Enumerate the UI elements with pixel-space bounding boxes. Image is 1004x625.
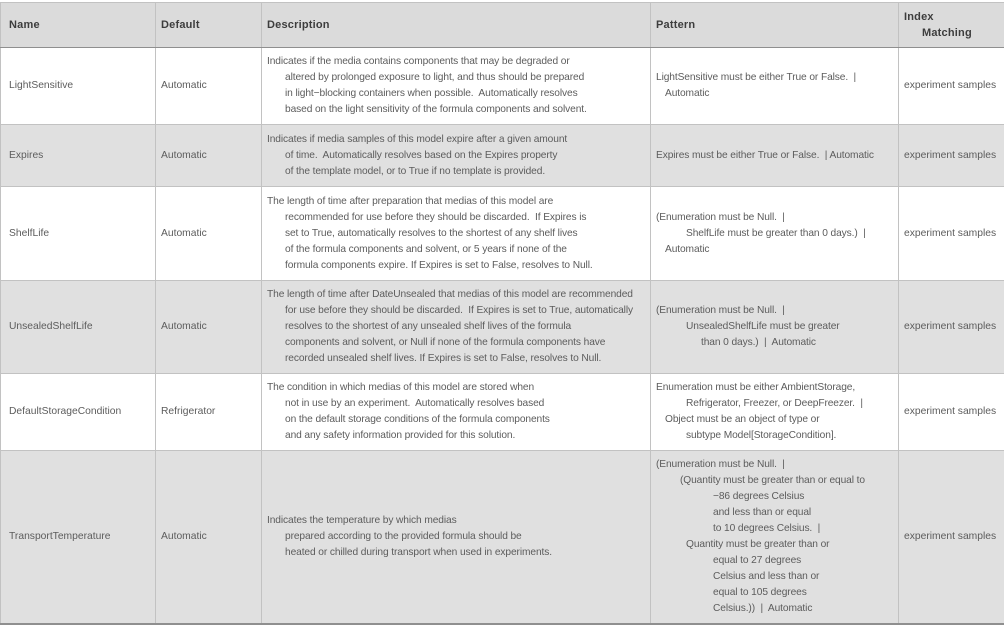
cell-default: Automatic (156, 48, 262, 125)
cell-default: Automatic (156, 187, 262, 281)
cell-description: The length of time after preparation that medias of this model are recommended for use before they should be discarded. If Expires is set to True, automatically resolves to the shortest of any shelf lives of the formula components and solvent, or 5 years if none of the formula components expire. If Expires is set to False, resolves to Null. (262, 187, 651, 281)
cell-default: Automatic (156, 281, 262, 374)
cell-name: Expires (1, 125, 156, 187)
cell-name: DefaultStorageCondition (1, 374, 156, 451)
cell-pattern: (Enumeration must be Null. | ShelfLife must be greater than 0 days.) | Automatic (651, 187, 899, 281)
cell-pattern: Expires must be either True or False. | Automatic (651, 125, 899, 187)
cell-pattern: Enumeration must be either AmbientStorage, Refrigerator, Freezer, or DeepFreezer. | Object must be an object of type or subtype Model[StorageCondition]. (651, 374, 899, 451)
cell-pattern: (Enumeration must be Null. | (Quantity must be greater than or equal to −86 degrees Celsius and less than or equal to 10 degrees Celsius. | Quantity must be greater than or equal to 27 degrees Celsius and less than or equal to 105 degrees Celsius.)) | Automatic (651, 451, 899, 625)
table-row (1, 187, 1004, 281)
table-row (1, 374, 1004, 451)
table-row (1, 281, 1004, 374)
cell-name: ShelfLife (1, 187, 156, 281)
cell-description: The condition in which medias of this model are stored when not in use by an experiment. Automatically resolves based on the default storage conditions of the formula components and any safety information provided for this solution. (262, 374, 651, 451)
column-header-pattern: Pattern (651, 3, 899, 48)
cell-description: Indicates the temperature by which medias prepared according to the provided formula should be heated or chilled during transport when used in experiments. (262, 451, 651, 625)
properties-table (0, 2, 1004, 625)
table-row (1, 125, 1004, 187)
cell-description: The length of time after DateUnsealed that medias of this model are recommended for use before they should be discarded. If Expires is set to True, automatically resolves to the shortest of any unsealed shelf lives of the formula components and solvent, or Null if none of the formula components have recorded unsealed shelf lives. If Expires is set to False, resolves to Null. (262, 281, 651, 374)
table-row (1, 48, 1004, 125)
cell-index-matching: experiment samples (899, 451, 1004, 625)
cell-pattern: (Enumeration must be Null. | UnsealedShelfLife must be greater than 0 days.) | Automatic (651, 281, 899, 374)
cell-index-matching: experiment samples (899, 374, 1004, 451)
column-header-default: Default (156, 3, 262, 48)
cell-index-matching: experiment samples (899, 48, 1004, 125)
cell-index-matching: experiment samples (899, 187, 1004, 281)
cell-pattern: LightSensitive must be either True or False. | Automatic (651, 48, 899, 125)
cell-description: Indicates if the media contains components that may be degraded or altered by prolonged exposure to light, and thus should be prepared in light−blocking containers when possible. Automatically resolves based on the light sensitivity of the formula components and solvent. (262, 48, 651, 125)
cell-default: Automatic (156, 125, 262, 187)
cell-default: Automatic (156, 451, 262, 625)
column-header-description: Description (262, 3, 651, 48)
cell-name: TransportTemperature (1, 451, 156, 625)
header-row (1, 3, 1004, 48)
cell-name: LightSensitive (1, 48, 156, 125)
cell-default: Refrigerator (156, 374, 262, 451)
cell-description: Indicates if media samples of this model expire after a given amount of time. Automatically resolves based on the Expires property of the template model, or to True if no template is provided. (262, 125, 651, 187)
column-header-index-matching: Index Matching (899, 3, 1004, 48)
cell-name: UnsealedShelfLife (1, 281, 156, 374)
column-header-name: Name (1, 3, 156, 48)
cell-index-matching: experiment samples (899, 125, 1004, 187)
table-row (1, 451, 1004, 625)
cell-index-matching: experiment samples (899, 281, 1004, 374)
